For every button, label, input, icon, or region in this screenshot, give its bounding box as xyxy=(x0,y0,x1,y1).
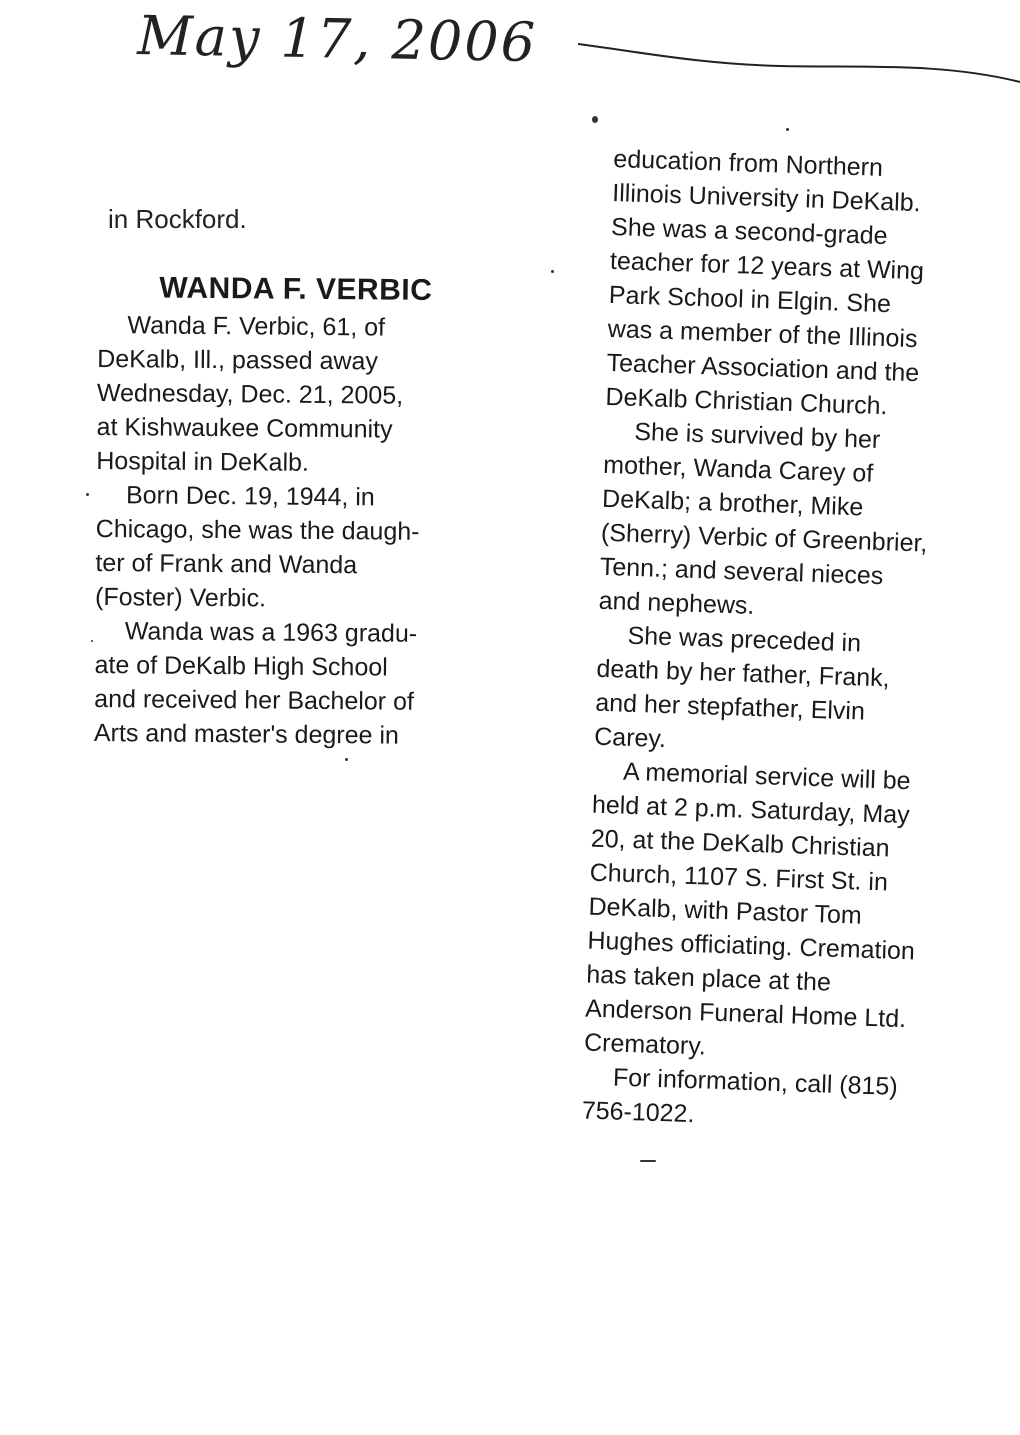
obituary-line: She is survived by her xyxy=(633,417,881,454)
scan-speck xyxy=(786,128,789,131)
obituary-line: DeKalb, with Pastor Tom xyxy=(588,892,863,930)
obituary-headline: WANDA F. VERBIC xyxy=(159,271,433,307)
obituary-line: education from Northern xyxy=(612,144,884,182)
obituary-line: and received her Bachelor of xyxy=(94,684,415,716)
obituary-line: and her stepfather, Elvin xyxy=(594,688,866,726)
obituary-line: ter of Frank and Wanda xyxy=(95,548,358,580)
obituary-line: She was preceded in xyxy=(627,621,862,658)
obituary-line: Illinois University in DeKalb. xyxy=(611,178,922,218)
obituary-line: DeKalb, Ill., passed away xyxy=(97,344,379,376)
clipped-text-fragment: in Rockford. xyxy=(108,204,247,234)
handwritten-date: May 17, 2006 xyxy=(136,4,538,74)
scan-speck xyxy=(91,640,93,642)
obituary-line: Carey. xyxy=(593,722,667,754)
obituary-paragraph xyxy=(94,614,475,753)
obituary-line: A memorial service will be xyxy=(622,757,912,796)
obituary-line: Wanda F. Verbic, 61, of xyxy=(127,311,386,342)
obituary-line: Wanda was a 1963 gradu- xyxy=(124,617,418,648)
left-paragraphs xyxy=(94,308,478,753)
obituary-line: Crematory. xyxy=(583,1028,707,1061)
obituary-line: For information, call (815) xyxy=(612,1063,899,1101)
obituary-paragraph xyxy=(605,142,994,426)
obituary-line: ate of DeKalb High School xyxy=(94,650,388,682)
scan-speck xyxy=(640,1160,656,1162)
right-paragraphs xyxy=(581,142,993,1140)
obituary-line: Hughes officiating. Cremation xyxy=(587,926,916,966)
obituary-right-column xyxy=(581,142,993,1140)
obituary-line: 20, at the DeKalb Christian xyxy=(590,824,890,863)
obituary-line: Wednesday, Dec. 21, 2005, xyxy=(96,378,404,410)
obituary-line: death by her father, Frank, xyxy=(596,654,891,693)
obituary-line: Church, 1107 S. First St. in xyxy=(589,858,889,897)
obituary-line: DeKalb; a brother, Mike xyxy=(601,484,864,522)
obituary-line: (Sherry) Verbic of Greenbrier, xyxy=(600,518,928,558)
obituary-line: and nephews. xyxy=(598,586,755,620)
obituary-line: Anderson Funeral Home Ltd. xyxy=(584,994,907,1034)
obituary-paragraph xyxy=(594,618,978,767)
obituary-line: Born Dec. 19, 1944, in xyxy=(125,481,375,512)
obituary-paragraph xyxy=(584,754,974,1072)
obituary-paragraph xyxy=(96,308,477,481)
obituary-line: 756-1022. xyxy=(581,1096,695,1129)
scan-speck xyxy=(345,758,348,761)
obituary-line: DeKalb Christian Church. xyxy=(605,382,888,421)
obituary-paragraph xyxy=(581,1059,963,1140)
obituary-line: has taken place at the xyxy=(585,960,832,997)
obituary-line: teacher for 12 years at Wing xyxy=(609,246,925,286)
obituary-line: Park School in Elgin. She xyxy=(608,280,892,319)
clipping-cut-line xyxy=(0,0,1020,140)
obituary-line: Arts and master's degree in xyxy=(93,718,399,750)
obituary-line: (Foster) Verbic. xyxy=(95,582,267,613)
obituary-line: held at 2 p.m. Saturday, May xyxy=(591,790,911,830)
obituary-line: was a member of the Illinois xyxy=(607,314,918,354)
obituary-line: Chicago, she was the daugh- xyxy=(95,514,420,546)
obituary-paragraph xyxy=(95,478,476,617)
scan-speck xyxy=(592,116,598,123)
obituary-line: mother, Wanda Carey of xyxy=(602,450,874,488)
scan-speck xyxy=(551,270,554,273)
obituary-line: Tenn.; and several nieces xyxy=(599,552,884,591)
obituary-paragraph xyxy=(598,414,985,630)
obituary-left-column xyxy=(94,268,478,753)
obituary-line: Teacher Association and the xyxy=(606,348,920,388)
obituary-line: at Kishwaukee Community xyxy=(96,412,393,444)
obituary-line: Hospital in DeKalb. xyxy=(96,446,310,477)
obituary-line: She was a second-grade xyxy=(610,212,889,251)
scan-speck xyxy=(86,493,89,496)
